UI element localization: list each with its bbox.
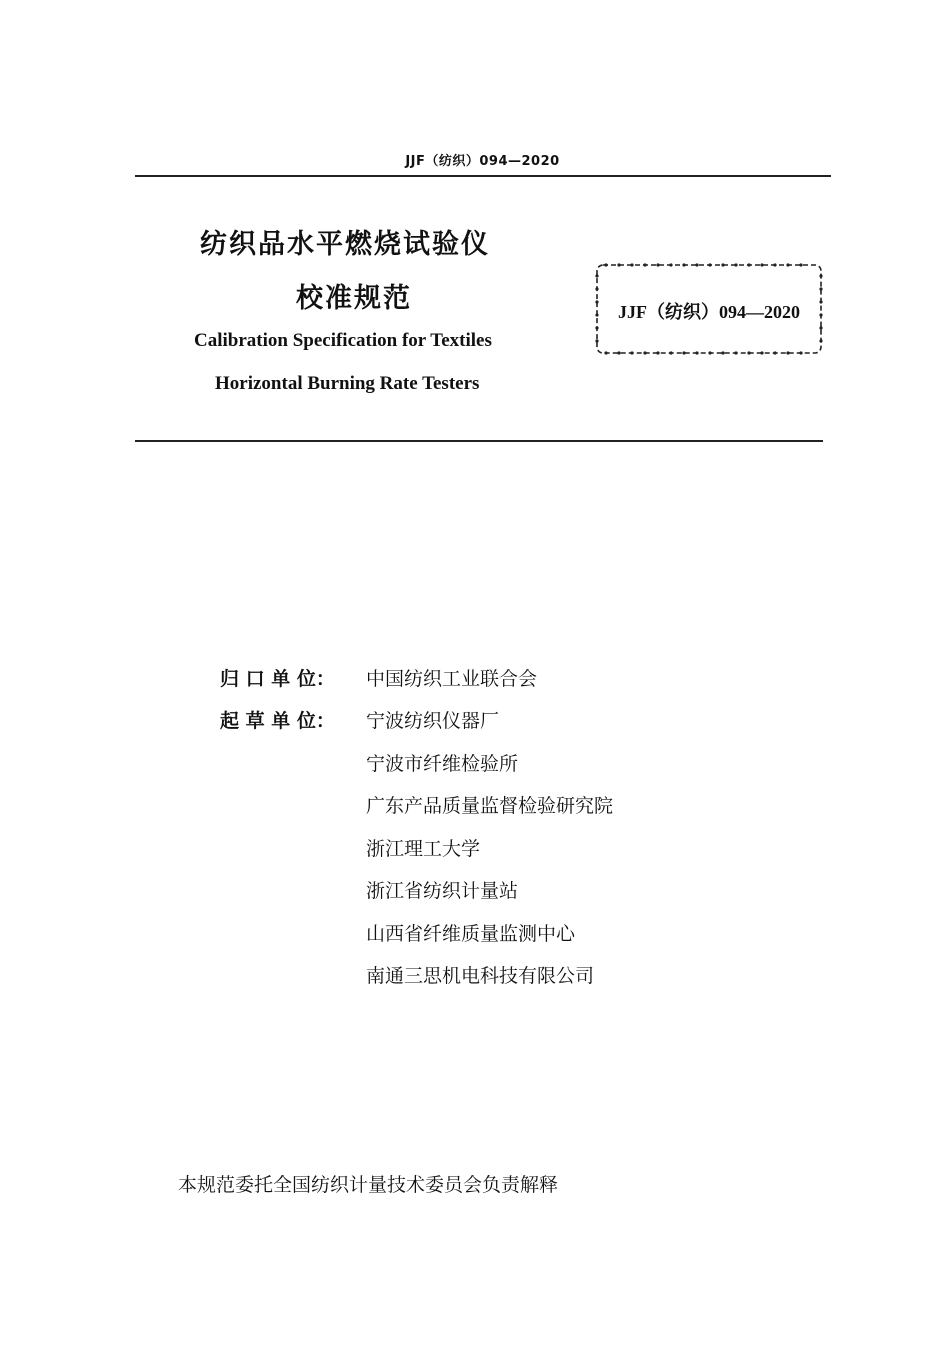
top-rule: [135, 175, 831, 177]
standard-code-box: [594, 262, 824, 356]
drafting-org-item: 宁波纺织仪器厂: [366, 710, 500, 732]
border-dot: [760, 263, 763, 266]
border-dot: [773, 351, 776, 354]
border-dot: [656, 351, 659, 354]
border-dot: [604, 263, 607, 266]
border-dot: [643, 263, 646, 266]
border-dot: [708, 351, 711, 354]
border-dot: [617, 351, 620, 354]
responsible-unit-value: 中国纺织工业联合会: [366, 668, 538, 690]
drafting-org-item: 山西省纤维质量监测中心: [366, 923, 576, 945]
responsible-unit-row: [220, 664, 537, 691]
title-english-line-1: Calibration Specification for Textiles: [194, 330, 492, 351]
drafting-org-item: 宁波市纤维检验所: [366, 753, 519, 775]
drafting-org-item: 南通三思机电科技有限公司: [366, 965, 595, 987]
border-dot: [604, 351, 607, 354]
border-dot: [786, 263, 789, 266]
border-dot: [747, 263, 750, 266]
drafting-unit-row: [220, 706, 499, 733]
border-dot: [595, 339, 598, 342]
border-dot: [819, 274, 822, 277]
border-dot: [819, 287, 822, 290]
border-dot: [669, 263, 672, 266]
border-dot: [656, 263, 659, 266]
border-dot: [799, 263, 802, 266]
border-dot: [721, 351, 724, 354]
border-dot: [595, 326, 598, 329]
border-dot: [695, 263, 698, 266]
border-dot: [819, 326, 822, 329]
border-dot: [734, 351, 737, 354]
border-dot: [721, 263, 724, 266]
drafting-org-item: 浙江理工大学: [366, 838, 481, 860]
title-bottom-rule: [135, 440, 823, 442]
standard-code: JJF（纺织）094—2020: [618, 302, 800, 322]
border-dot: [630, 351, 633, 354]
drafting-org-item: 广东产品质量监督检验研究院: [366, 795, 614, 817]
interpretation-note: 本规范委托全国纺织计量技术委员会负责解释: [178, 1174, 559, 1196]
border-dot: [760, 351, 763, 354]
drafting-unit-label: 起 草 单 位：: [220, 710, 335, 732]
border-dot: [643, 351, 646, 354]
drafting-org-item: 浙江省纺织计量站: [366, 880, 519, 902]
border-dot: [630, 263, 633, 266]
border-dot: [786, 351, 789, 354]
border-dot: [682, 351, 685, 354]
border-dot: [595, 287, 598, 290]
title-chinese-line-2: 校准规范: [296, 283, 412, 314]
border-dot: [734, 263, 737, 266]
title-english-line-2: Horizontal Burning Rate Testers: [215, 373, 480, 394]
title-chinese-line-1: 纺织品水平燃烧试验仪: [200, 229, 490, 260]
border-dot: [773, 263, 776, 266]
border-dot: [617, 263, 620, 266]
border-dot: [695, 351, 698, 354]
running-header-code: JJF（纺织）094—2020: [405, 154, 560, 169]
border-dot: [682, 263, 685, 266]
border-dot: [799, 351, 802, 354]
border-dot: [595, 274, 598, 277]
border-dot: [708, 263, 711, 266]
border-dot: [747, 351, 750, 354]
border-dot: [669, 351, 672, 354]
border-dot: [819, 339, 822, 342]
responsible-unit-label: 归 口 单 位：: [220, 668, 335, 690]
